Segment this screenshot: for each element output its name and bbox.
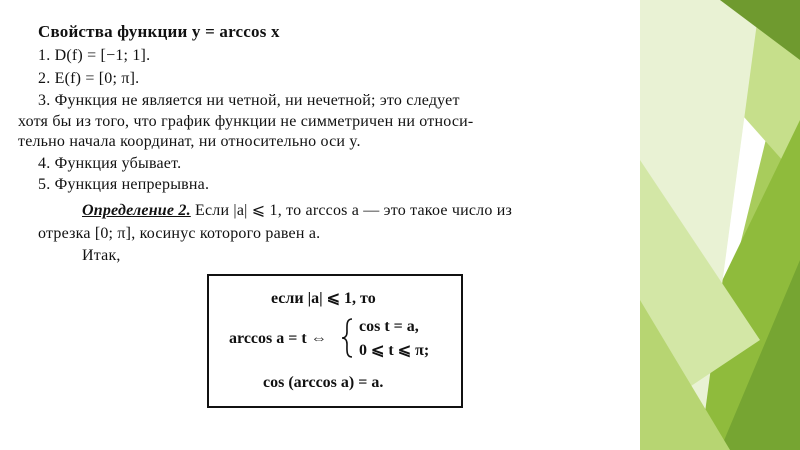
property-2: 2. E(f) = [0; π]. xyxy=(38,70,140,87)
property-3-line-2: хотя бы из того, что график функции не симметричен ни относи- xyxy=(18,113,474,130)
property-5: 5. Функция непрерывна. xyxy=(38,176,210,193)
property-1: 1. D(f) = [−1; 1]. xyxy=(38,47,151,64)
box-case-1: cos t = a, xyxy=(359,318,419,335)
definition-text: Если |a| ⩽ 1, то arccos a — это такое число из xyxy=(190,202,513,219)
property-4: 4. Функция убывает. xyxy=(38,155,182,172)
definition-line-2: отрезка [0; π], косинус которого равен a. xyxy=(38,225,321,242)
box-case-2: 0 ⩽ t ⩽ π; xyxy=(359,342,430,359)
definition-line-1 xyxy=(82,201,512,221)
box-condition: если |a| ⩽ 1, то xyxy=(271,290,376,307)
definition-term: Определение 2. xyxy=(82,202,191,219)
property-3-line-3: тельно начала координат, ни относительно оси y. xyxy=(18,133,361,150)
formula-box xyxy=(207,274,463,408)
box-equivalence-lhs: arccos a = t ⇔ xyxy=(229,330,327,347)
box-identity: cos (arccos a) = a. xyxy=(263,374,384,391)
property-3-line-1: 3. Функция не является ни четной, ни нечетной; это следует xyxy=(38,92,460,109)
curly-brace-icon xyxy=(341,318,353,358)
itak-text: Итак, xyxy=(82,247,121,264)
section-title: Свойства функции y = arccos x xyxy=(38,22,280,41)
